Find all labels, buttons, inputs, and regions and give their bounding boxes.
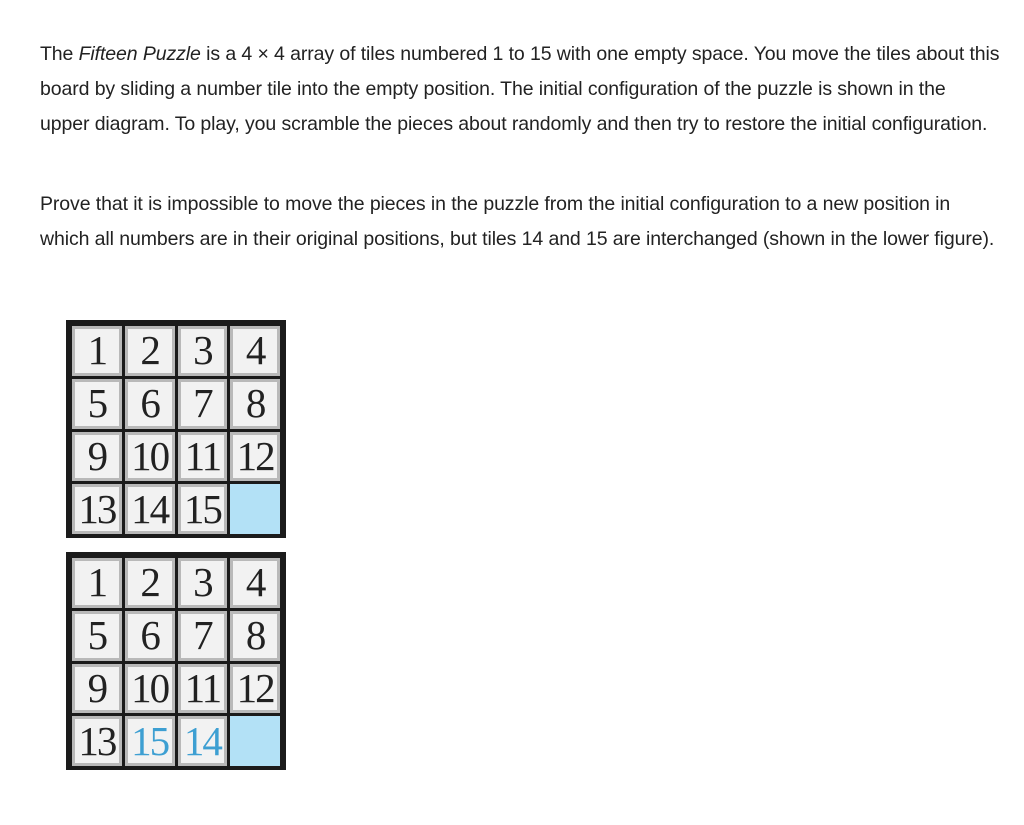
intro-rest: is a 4 × 4 array of tiles numbered 1 to 15 with one empty space. You move the tiles about this board by sliding a number tile into the empty position. The initial configuration of the puzzle is shown in the upper diagram. To play, you scramble the pieces about randomly and then try to restore the initial configuration.	[40, 43, 1000, 135]
tile-3: 3	[178, 326, 228, 376]
tile-4: 4	[230, 558, 280, 608]
tile-5: 5	[72, 611, 122, 661]
tile-10: 10	[125, 432, 175, 482]
tile-11: 11	[178, 432, 228, 482]
intro-lead: The	[40, 43, 79, 65]
tile-12: 12	[230, 664, 280, 714]
swapped-configuration-board	[66, 552, 286, 770]
tile-15-swapped: 15	[125, 716, 175, 766]
tile-4: 4	[230, 326, 280, 376]
tile-10: 10	[125, 664, 175, 714]
tile-5: 5	[72, 379, 122, 429]
tile-13: 13	[72, 716, 122, 766]
tile-14: 14	[125, 484, 175, 534]
tile-12: 12	[230, 432, 280, 482]
empty-cell	[230, 484, 280, 534]
tile-2: 2	[125, 326, 175, 376]
tile-13: 13	[72, 484, 122, 534]
tile-6: 6	[125, 379, 175, 429]
empty-cell	[230, 716, 280, 766]
tile-9: 9	[72, 664, 122, 714]
tile-15: 15	[178, 484, 228, 534]
problem-paragraph	[40, 187, 1000, 257]
problem-text: Prove that it is impossible to move the pieces in the puzzle from the initial configuration to a new position in which all numbers are in their original positions, but tiles 14 and 15 are interchanged (shown in the lower figure).	[40, 193, 995, 250]
tile-6: 6	[125, 611, 175, 661]
intro-paragraph	[40, 37, 1000, 142]
tile-11: 11	[178, 664, 228, 714]
initial-configuration-board	[66, 320, 286, 538]
tile-9: 9	[72, 432, 122, 482]
tile-8: 8	[230, 379, 280, 429]
tile-3: 3	[178, 558, 228, 608]
tile-14-swapped: 14	[178, 716, 228, 766]
puzzle-name: Fifteen Puzzle	[78, 43, 201, 65]
tile-1: 1	[72, 558, 122, 608]
tile-8: 8	[230, 611, 280, 661]
tile-2: 2	[125, 558, 175, 608]
tile-1: 1	[72, 326, 122, 376]
tile-7: 7	[178, 611, 228, 661]
tile-7: 7	[178, 379, 228, 429]
